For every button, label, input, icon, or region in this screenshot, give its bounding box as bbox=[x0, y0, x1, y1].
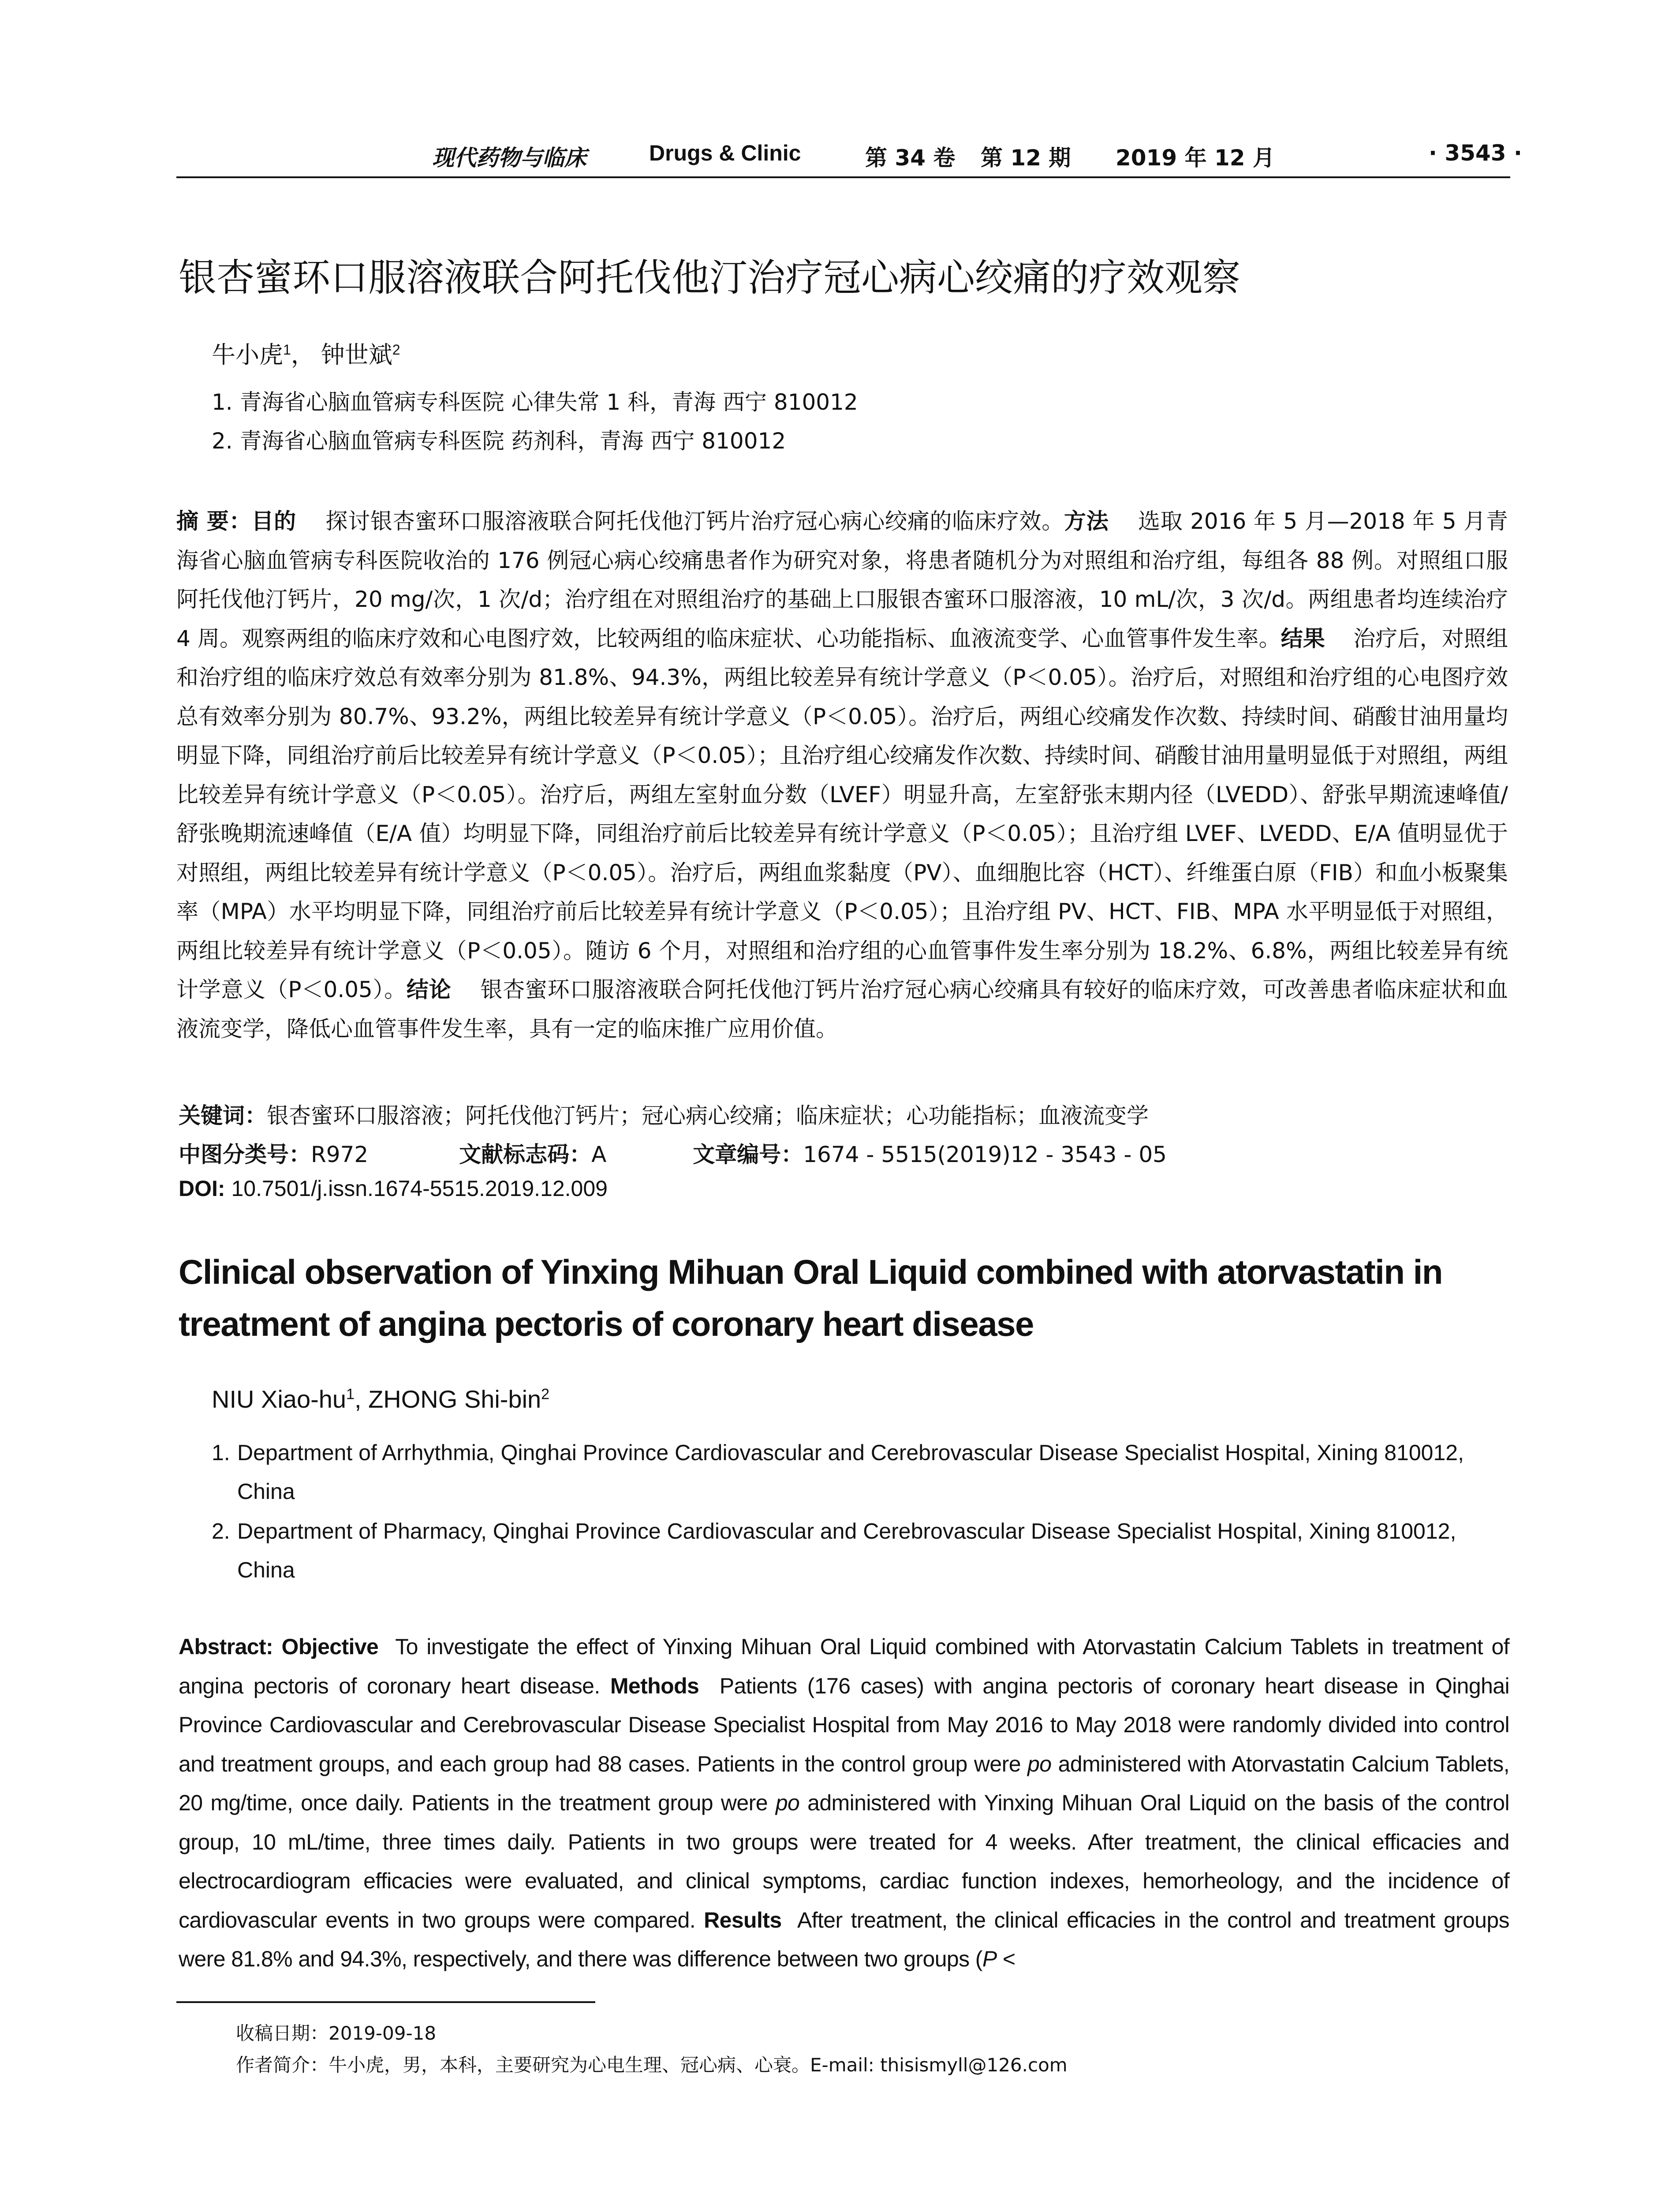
doi-label: DOI: bbox=[179, 1176, 225, 1201]
affiliation-cn-1: 1. 青海省心脑血管病专科医院 心律失常 1 科，青海 西宁 810012 bbox=[212, 389, 858, 415]
affiliation-cn-2: 2. 青海省心脑血管病专科医院 药剂科，青海 西宁 810012 bbox=[212, 428, 786, 454]
objective-cn: 探讨银杏蜜环口服溶液联合阿托伐他汀钙片治疗冠心病心绞痛的临床疗效。 bbox=[296, 508, 1064, 534]
author-en-sep: , bbox=[354, 1385, 369, 1413]
affiliation-en-1 bbox=[212, 1433, 1517, 1511]
po-2: po bbox=[775, 1790, 800, 1815]
affiliation-en-1-num: 1. bbox=[212, 1440, 230, 1465]
author-en-2: ZHONG Shi-bin bbox=[368, 1385, 541, 1413]
keywords-cn bbox=[179, 1098, 1149, 1130]
author-2-sup: 2 bbox=[392, 342, 400, 358]
title-cn: 银杏蜜环口服溶液联合阿托伐他汀治疗冠心病心绞痛的疗效观察 bbox=[179, 256, 1240, 300]
abstract-en bbox=[179, 1627, 1516, 1979]
methods-en-c: administered with Yinxing Mihuan Oral Liquid on the basis of the control group, 10 mL/time, three times daily. Patients in two groups were treated for 4 weeks. After treatment, the clinical efficacies and electrocardiogram efficacies were evaluated, and clinical symptoms, cardiac function indexes, hemorheology, and the incidence of cardiovascular events in two groups were compared. bbox=[179, 1790, 1516, 1932]
doi-line bbox=[179, 1176, 608, 1201]
authors-cn bbox=[212, 336, 400, 370]
results-cn: 治疗后，对照组和治疗组的临床疗效总有效率分别为 81.8%、94.3%，两组比较差异有统计学意义（P＜0.05）。治疗后，对照组和治疗组的心电图疗效总有效率分别为 80.7%、93.2%，两组比较差异有统计学意义（P＜0.05）。治疗后，两组心绞痛发作次数、持续时间、硝酸甘油用量均明显下降，同组治疗前后比较差异有统计学意义（P＜0.05）；且治疗组心绞痛发作次数、持续时间、硝酸甘油用量明显低于对照组，两组比较差异有统计学意义（P＜0.05）。治疗后，两组左室射血分数（LVEF）明显升高，左室舒张末期内径（LVEDD）、舒张早期流速峰值/舒张晚期流速峰值（E/A 值）均明显下降，同组治疗前后比较差异有统计学意义（P＜0.05）；且治疗组 LVEF、LVEDD、E/A 值明显优于对照组，两组比较差异有统计学意义（P＜0.05）。治疗后，两组血浆黏度（PV）、血细胞比容（HCT）、纤维蛋白原（FIB）和血小板聚集率（MPA）水平均明显下降，同组治疗前后比较差异有统计学意义（P＜0.05）；且治疗组 PV、HCT、FIB、MPA 水平明显低于对照组，两组比较差异有统计学意义（P＜0.05）。随访 6 个月，对照组和治疗组的心血管事件发生率分别为 18.2%、6.8%，两组比较差异有统计学意义（P＜0.05）。 bbox=[176, 625, 1508, 1002]
results-en-tail: < bbox=[997, 1947, 1015, 1971]
journal-name-cn: 现代药物与临床 bbox=[432, 145, 586, 171]
conclusion-cn: 银杏蜜环口服溶液联合阿托伐他汀钙片治疗冠心病心绞痛具有较好的临床疗效，可改善患者临床症状和血液流变学，降低心血管事件发生率，具有一定的临床推广应用价值。 bbox=[176, 977, 1508, 1042]
affiliation-en-2 bbox=[212, 1512, 1517, 1589]
methods-label-en: Methods bbox=[610, 1673, 699, 1698]
header-rule bbox=[176, 176, 1510, 178]
author-en-1-sup: 1 bbox=[346, 1386, 355, 1403]
objective-en: To investigate the effect of Yinxing Mihuan Oral Liquid combined with Atorvastatin Calcium Tablets in treatment of angina pectoris of coronary heart disease. bbox=[179, 1634, 1516, 1698]
footnote-rule bbox=[176, 2001, 595, 2003]
abstract-cn bbox=[176, 502, 1515, 1048]
author-1-sup: 1 bbox=[283, 342, 291, 358]
methods-en-a: Patients (176 cases) with angina pectoris of coronary heart disease in Qinghai Province Cardiovascular and Cerebrovascular Disease Specialist Hospital from May 2016 to May 2018 were randomly divided into control and treatment groups, and each group had 88 cases. Patients in the control group were bbox=[179, 1673, 1516, 1776]
running-header bbox=[176, 140, 1522, 176]
objective-label-en: Objective bbox=[281, 1634, 379, 1659]
author-2: 钟世斌 bbox=[321, 341, 392, 369]
article-no-label: 文章编号： bbox=[693, 1142, 803, 1167]
classification-line bbox=[179, 1137, 1167, 1169]
doc-code-value: A bbox=[591, 1142, 607, 1167]
methods-en-b: administered with Atorvastatin Calcium Tablets, 20 mg/time, once daily. Patients in the treatment group were bbox=[179, 1751, 1516, 1815]
results-label-cn: 结果 bbox=[1281, 625, 1325, 651]
author-bio: 作者简介：牛小虎，男，本科，主要研究为心电生理、冠心病、心衰。E-mail: thisismyll@126.com bbox=[236, 2054, 1068, 2076]
page-number: · 3543 · bbox=[1429, 140, 1522, 166]
doi-value: 10.7501/j.issn.1674-5515.2019.12.009 bbox=[231, 1176, 608, 1201]
volume: 第 34 卷 bbox=[865, 145, 956, 171]
author-en-1: NIU Xiao-hu bbox=[212, 1385, 347, 1413]
abstract-cn-label: 摘 要： bbox=[176, 508, 252, 534]
received-date: 收稿日期：2019-09-18 bbox=[236, 2022, 437, 2044]
issue: 第 12 期 bbox=[981, 145, 1071, 171]
affiliation-en-2-text: Department of Pharmacy, Qinghai Province Cardiovascular and Cerebrovascular Disease Specialist Hospital, Xining 810012, China bbox=[237, 1519, 1456, 1582]
keywords-label: 关键词： bbox=[179, 1103, 267, 1129]
issue-date: 2019 年 12 月 bbox=[1116, 145, 1275, 171]
results-label-en: Results bbox=[704, 1907, 782, 1932]
authors-en bbox=[212, 1385, 549, 1413]
abstract-en-label: Abstract: bbox=[179, 1634, 273, 1659]
article-no-value: 1674 - 5515(2019)12 - 3543 - 05 bbox=[803, 1142, 1167, 1167]
journal-name-en: Drugs & Clinic bbox=[649, 141, 801, 165]
methods-cn: 选取 2016 年 5 月—2018 年 5 月青海省心脑血管病专科医院收治的 176 例冠心病心绞痛患者作为研究对象，将患者随机分为对照组和治疗组，每组各 88 例。对照组口服阿托伐他汀钙片，20 mg/次，1 次/d；治疗组在对照组治疗的基础上口服银杏蜜环口服溶液，10 mL/次，3 次/d。两组患者均连续治疗 4 周。观察两组的临床疗效和心电图疗效，比较两组的临床症状、心功能指标、血液流变学、心血管事件发生率。 bbox=[176, 508, 1515, 651]
affiliation-en-1-text: Department of Arrhythmia, Qinghai Province Cardiovascular and Cerebrovascular Disease Specialist Hospital, Xining 810012, China bbox=[237, 1440, 1464, 1504]
author-en-2-sup: 2 bbox=[541, 1386, 550, 1403]
results-en: After treatment, the clinical efficacies in the control and treatment groups were 81.8% and 94.3%, respectively, and there was difference between two groups ( bbox=[179, 1907, 1516, 1971]
clc-label: 中图分类号： bbox=[179, 1142, 311, 1167]
po-1: po bbox=[1027, 1751, 1052, 1776]
clc-value: R972 bbox=[311, 1142, 369, 1167]
affiliation-en-2-num: 2. bbox=[212, 1519, 230, 1544]
objective-label-cn: 目的 bbox=[251, 508, 296, 534]
title-en: Clinical observation of Yinxing Mihuan Oral Liquid combined with atorvastatin in treatment of angina pectoris of coronary heart disease bbox=[179, 1252, 1442, 1343]
keywords-text: 银杏蜜环口服溶液；阿托伐他汀钙片；冠心病心绞痛；临床症状；心功能指标；血液流变学 bbox=[267, 1103, 1149, 1129]
methods-label-cn: 方法 bbox=[1064, 508, 1109, 534]
doc-code-label: 文献标志码： bbox=[459, 1142, 592, 1167]
author-sep: ， bbox=[291, 341, 315, 369]
author-1: 牛小虎 bbox=[212, 341, 283, 369]
p-symbol: P bbox=[982, 1947, 997, 1971]
conclusion-label-cn: 结论 bbox=[406, 977, 452, 1002]
